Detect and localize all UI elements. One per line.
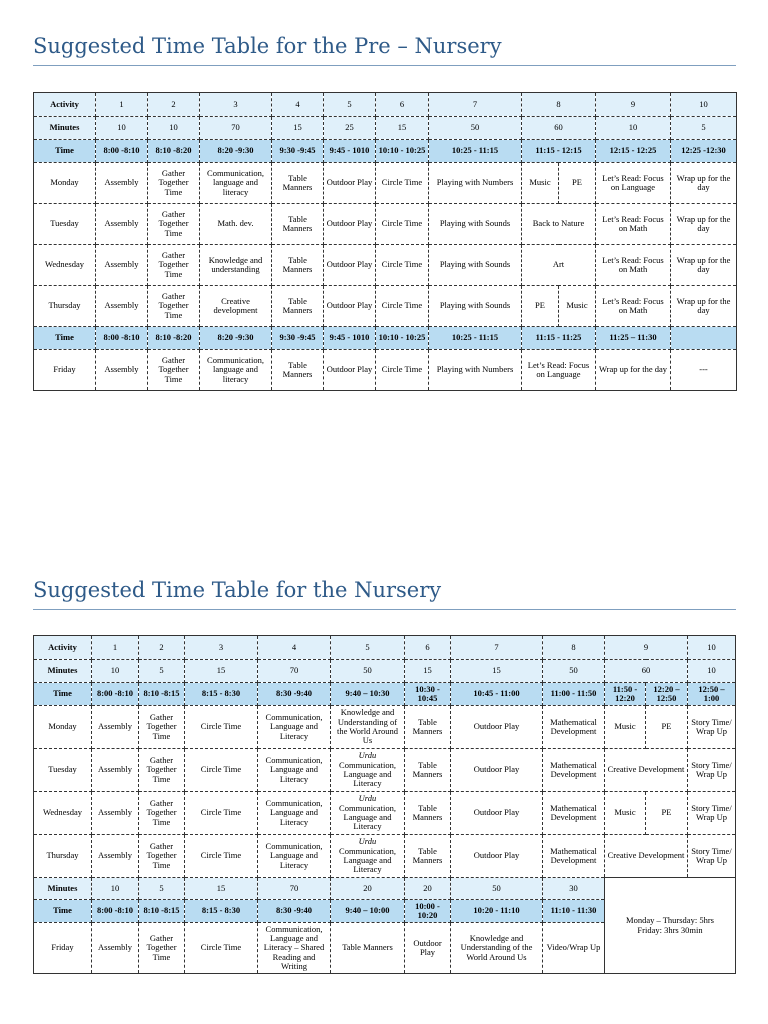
cell: 3 (200, 93, 272, 117)
row-label: Friday (34, 350, 96, 391)
cell: 8:30 -9:40 (258, 683, 331, 706)
cell: Music (522, 163, 559, 204)
cell: Assembly (96, 286, 148, 327)
cell: 3 (185, 636, 258, 660)
cell: 15 (185, 660, 258, 683)
row-label: Thursday (34, 286, 96, 327)
cell: 8:10 -8:15 (139, 900, 185, 923)
cell: Table Manners (405, 749, 451, 792)
cell: Playing with Numbers (429, 350, 522, 391)
row-label: Minutes (34, 117, 96, 140)
cell: 8:00 -8:10 (92, 900, 139, 923)
cell-text: Communication, Language and Literacy (339, 845, 396, 875)
cell: Communication, Language and Literacy (258, 749, 331, 792)
thursday-row (34, 286, 737, 327)
cell: 11:50 - 12:20 (605, 683, 646, 706)
row-label: Monday (34, 163, 96, 204)
weekly-hours-note (605, 878, 736, 974)
cell: 10 (148, 117, 200, 140)
row-label: Time (34, 327, 96, 350)
cell: 5 (671, 117, 737, 140)
cell: 10 (688, 660, 736, 683)
cell: 11:15 - 12:15 (522, 140, 596, 163)
cell: Communication, Language and Literacy (258, 706, 331, 749)
row-label: Time (34, 683, 92, 706)
cell: PE (646, 706, 688, 749)
cell: 9:45 - 1010 (324, 327, 376, 350)
cell: Creative Development (605, 749, 688, 792)
cell: PE (646, 792, 688, 835)
cell: Creative Development (605, 835, 688, 878)
cell: Communication, Language and Literacy (258, 835, 331, 878)
cell: 11:00 - 11:50 (543, 683, 605, 706)
wednesday-row (34, 245, 737, 286)
cell: 7 (429, 93, 522, 117)
cell: 8:30 -9:40 (258, 900, 331, 923)
cell: 1 (96, 93, 148, 117)
cell: 10:30 - 10:45 (405, 683, 451, 706)
cell: 9:40 – 10:30 (331, 683, 405, 706)
cell: Let’s Read: Focus on Language (522, 350, 596, 391)
cell: Knowledge and understanding (200, 245, 272, 286)
cell: Communication, Language and Literacy – Shared Reading and Writing (258, 923, 331, 974)
cell: 6 (405, 636, 451, 660)
cell-text: Communication, Language and Literacy (339, 802, 396, 832)
row-label: Minutes (34, 660, 92, 683)
minutes-row (34, 660, 736, 683)
cell: Circle Time (185, 749, 258, 792)
cell: 8:10 -8:20 (148, 140, 200, 163)
cell: 10 (688, 636, 736, 660)
cell: Outdoor Play (324, 163, 376, 204)
cell: Assembly (92, 792, 139, 835)
cell: Assembly (96, 350, 148, 391)
cell: 10:00 - 10:20 (405, 900, 451, 923)
cell: 8:00 -8:10 (96, 327, 148, 350)
cell: 15 (376, 117, 429, 140)
cell: 9 (596, 93, 671, 117)
cell (331, 835, 405, 878)
cell: 8:10 -8:20 (148, 327, 200, 350)
cell: Communication, language and literacy (200, 350, 272, 391)
tuesday-row (34, 204, 737, 245)
cell: 8:15 - 8:30 (185, 683, 258, 706)
time-row (34, 683, 736, 706)
cell (331, 749, 405, 792)
cell: Outdoor Play (451, 706, 543, 749)
cell: 15 (185, 878, 258, 900)
cell-text: Communication, Language and Literacy (339, 759, 396, 789)
cell: Communication, Language and Literacy (258, 792, 331, 835)
cell (671, 327, 737, 350)
cell: Music (605, 706, 646, 749)
cell: Wrap up for the day (671, 163, 737, 204)
cell: 8:00 -8:10 (96, 140, 148, 163)
cell: Circle Time (185, 923, 258, 974)
cell (331, 792, 405, 835)
cell: 10:25 - 11:15 (429, 140, 522, 163)
cell: 9:40 – 10:00 (331, 900, 405, 923)
cell: 50 (451, 878, 543, 900)
cell: Music (605, 792, 646, 835)
cell: Mathematical Development (543, 706, 605, 749)
urdu-label: Urdu (358, 750, 377, 761)
cell: 10:20 - 11:10 (451, 900, 543, 923)
cell: 9:30 -9:45 (272, 327, 324, 350)
cell: Playing with Sounds (429, 286, 522, 327)
cell: 11:10 - 11:30 (543, 900, 605, 923)
cell: Table Manners (272, 204, 324, 245)
cell: 10:10 - 10:25 (376, 140, 429, 163)
minutes-row (34, 117, 737, 140)
cell: PE (559, 163, 596, 204)
cell: 10:25 - 11:15 (429, 327, 522, 350)
row-label: Minutes (34, 878, 92, 900)
cell: 8:15 - 8:30 (185, 900, 258, 923)
row-label: Thursday (34, 835, 92, 878)
cell: 5 (331, 636, 405, 660)
cell: Assembly (92, 706, 139, 749)
cell: Circle Time (185, 835, 258, 878)
cell: 8:20 -9:30 (200, 327, 272, 350)
cell: Creative development (200, 286, 272, 327)
activity-row (34, 636, 736, 660)
row-label: Monday (34, 706, 92, 749)
monday-row (34, 163, 737, 204)
cell: Let’s Read: Focus on Math (596, 245, 671, 286)
cell: Outdoor Play (405, 923, 451, 974)
cell: 10 (92, 878, 139, 900)
nursery-title: Suggested Time Table for the Nursery (33, 577, 736, 610)
cell: Outdoor Play (451, 792, 543, 835)
cell: Art (522, 245, 596, 286)
cell: 12:25 -12:30 (671, 140, 737, 163)
pre-nursery-title: Suggested Time Table for the Pre – Nursery (33, 33, 736, 66)
cell: Wrap up for the day (671, 286, 737, 327)
cell: Circle Time (185, 792, 258, 835)
nursery-timetable (33, 635, 736, 974)
cell: Gather Together Time (139, 792, 185, 835)
cell: Gather Together Time (148, 245, 200, 286)
row-label: Activity (34, 636, 92, 660)
row-label: Time (34, 900, 92, 923)
cell: 20 (405, 878, 451, 900)
cell: Assembly (92, 835, 139, 878)
cell: --- (671, 350, 737, 391)
cell: 70 (200, 117, 272, 140)
cell: 8 (522, 93, 596, 117)
tuesday-row (34, 749, 736, 792)
cell: 7 (451, 636, 543, 660)
cell: Outdoor Play (451, 749, 543, 792)
cell: 8 (543, 636, 605, 660)
cell: 9 (605, 636, 688, 660)
row-label: Friday (34, 923, 92, 974)
cell: Wrap up for the day (671, 245, 737, 286)
row-label: Activity (34, 93, 96, 117)
cell: Wrap up for the day (596, 350, 671, 391)
cell: Let’s Read: Focus on Language (596, 163, 671, 204)
cell: 6 (376, 93, 429, 117)
cell: Music (559, 286, 596, 327)
cell: 20 (331, 878, 405, 900)
cell: 60 (522, 117, 596, 140)
cell: Mathematical Development (543, 792, 605, 835)
cell: Circle Time (376, 350, 429, 391)
friday-row (34, 350, 737, 391)
cell: 4 (258, 636, 331, 660)
cell: Let’s Read: Focus on Math (596, 286, 671, 327)
cell: 12:20 – 12:50 (646, 683, 688, 706)
cell: Story Time/ Wrap Up (688, 706, 736, 749)
cell: 4 (272, 93, 324, 117)
cell: 11:15 - 11:25 (522, 327, 596, 350)
cell: PE (522, 286, 559, 327)
cell: Playing with Sounds (429, 245, 522, 286)
friday-minutes-row (34, 878, 736, 900)
cell: Communication, language and literacy (200, 163, 272, 204)
cell: Assembly (96, 245, 148, 286)
note-line: Friday: 3hrs 30min (637, 924, 703, 935)
cell: 1 (92, 636, 139, 660)
row-label: Wednesday (34, 245, 96, 286)
cell: 70 (258, 878, 331, 900)
cell: Outdoor Play (324, 350, 376, 391)
cell: Knowledge and Understanding of the World Around Us (331, 706, 405, 749)
cell: 60 (605, 660, 688, 683)
cell: Table Manners (405, 792, 451, 835)
row-label: Tuesday (34, 749, 92, 792)
time-row (34, 140, 737, 163)
cell: Assembly (92, 749, 139, 792)
cell: Mathematical Development (543, 835, 605, 878)
activity-row (34, 93, 737, 117)
cell: 10 (671, 93, 737, 117)
cell: Circle Time (376, 163, 429, 204)
cell: Gather Together Time (148, 286, 200, 327)
wednesday-row (34, 792, 736, 835)
cell: 8:10 -8:15 (139, 683, 185, 706)
cell: 25 (324, 117, 376, 140)
cell: Table Manners (272, 163, 324, 204)
cell: 5 (139, 660, 185, 683)
cell: 11:25 – 11:30 (596, 327, 671, 350)
cell: 50 (429, 117, 522, 140)
cell: Gather Together Time (139, 706, 185, 749)
cell: 5 (139, 878, 185, 900)
friday-time-row (34, 327, 737, 350)
cell: Outdoor Play (451, 835, 543, 878)
cell: 10 (96, 117, 148, 140)
cell: 10:45 - 11:00 (451, 683, 543, 706)
cell: 5 (324, 93, 376, 117)
cell: Table Manners (272, 350, 324, 391)
cell: Table Manners (405, 835, 451, 878)
urdu-label: Urdu (358, 793, 377, 804)
cell: Outdoor Play (324, 286, 376, 327)
cell: Let’s Read: Focus on Math (596, 204, 671, 245)
cell: 9:30 -9:45 (272, 140, 324, 163)
cell: Video/Wrap Up (543, 923, 605, 974)
cell: 2 (148, 93, 200, 117)
cell: Gather Together Time (139, 923, 185, 974)
cell: Table Manners (405, 706, 451, 749)
cell: Circle Time (376, 204, 429, 245)
cell: 8:20 -9:30 (200, 140, 272, 163)
cell: 12:15 - 12:25 (596, 140, 671, 163)
cell: Wrap up for the day (671, 204, 737, 245)
monday-row (34, 706, 736, 749)
cell: Back to Nature (522, 204, 596, 245)
note-line: Monday – Thursday: 5hrs (626, 915, 714, 926)
thursday-row (34, 835, 736, 878)
cell: 10 (92, 660, 139, 683)
cell: Table Manners (272, 245, 324, 286)
urdu-label: Urdu (358, 836, 377, 847)
cell: Mathematical Development (543, 749, 605, 792)
cell: Gather Together Time (148, 163, 200, 204)
cell: 9:45 - 1010 (324, 140, 376, 163)
cell: 15 (451, 660, 543, 683)
cell: Table Manners (272, 286, 324, 327)
cell: Outdoor Play (324, 204, 376, 245)
cell: Story Time/ Wrap Up (688, 749, 736, 792)
cell: Math. dev. (200, 204, 272, 245)
cell: 70 (258, 660, 331, 683)
cell: 10:10 - 10:25 (376, 327, 429, 350)
cell: 15 (405, 660, 451, 683)
cell: Table Manners (331, 923, 405, 974)
cell: Gather Together Time (148, 204, 200, 245)
cell: Gather Together Time (139, 749, 185, 792)
cell: Circle Time (376, 245, 429, 286)
cell: 8:00 -8:10 (92, 683, 139, 706)
cell: 15 (272, 117, 324, 140)
cell: Playing with Numbers (429, 163, 522, 204)
cell: Assembly (96, 204, 148, 245)
cell: Playing with Sounds (429, 204, 522, 245)
row-label: Wednesday (34, 792, 92, 835)
cell: Circle Time (185, 706, 258, 749)
row-label: Tuesday (34, 204, 96, 245)
cell: 2 (139, 636, 185, 660)
cell: 30 (543, 878, 605, 900)
cell: Gather Together Time (139, 835, 185, 878)
cell: Circle Time (376, 286, 429, 327)
cell: Assembly (92, 923, 139, 974)
cell: Story Time/ Wrap Up (688, 835, 736, 878)
cell: Story Time/ Wrap Up (688, 792, 736, 835)
cell: Gather Together Time (148, 350, 200, 391)
cell: Knowledge and Understanding of the World Around Us (451, 923, 543, 974)
cell: 50 (331, 660, 405, 683)
cell: 10 (596, 117, 671, 140)
cell: Outdoor Play (324, 245, 376, 286)
pre-nursery-timetable (33, 92, 737, 391)
row-label: Time (34, 140, 96, 163)
cell: 12:50 – 1:00 (688, 683, 736, 706)
cell: Assembly (96, 163, 148, 204)
cell: 50 (543, 660, 605, 683)
